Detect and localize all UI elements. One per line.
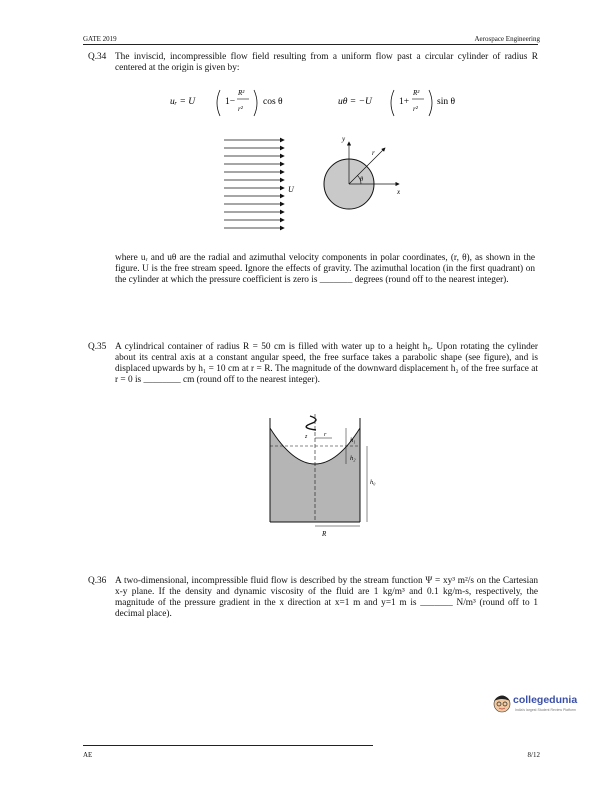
question-35 [88, 342, 538, 386]
radius-label: r [372, 149, 375, 157]
footer-page-number: 8/12 [527, 751, 540, 759]
eq-ut-frac-num: R² [413, 89, 420, 97]
eq-ut-paren-right [429, 90, 432, 116]
question-number: Q.35 [88, 342, 107, 352]
question-number: Q.36 [88, 576, 107, 586]
rotation-arrow [306, 416, 316, 430]
collegedunia-logo [492, 692, 592, 718]
question-text: The inviscid, incompressible flow field resulting from a uniform flow past a circular cylinder of radius R centered at the origin is given by: [115, 52, 538, 73]
logo-tagline: India's largest Student Review Platform [515, 708, 576, 712]
question-text: A two-dimensional, incompressible fluid flow is described by the stream function Ψ = xy³ m²/s on the Cartesian x-y plane. If the density and dynamic viscosity of the fluid are 1 kg/m³ and 0.1 kg/m-s, respectively, the magnitude of the pressure gradient in the x direction at x=1 m and y=1 m is _______ N/m³ (round off to 1 decimal place). [115, 576, 538, 619]
q34-equations [170, 80, 500, 122]
x-axis-label: x [397, 188, 401, 196]
R-label: R [322, 530, 327, 538]
h0-label: h₀ [370, 479, 376, 486]
r-label: r [324, 432, 327, 438]
eq-ur-paren-left [217, 90, 220, 116]
q35-figure [260, 410, 390, 540]
header-rule [83, 44, 538, 45]
q34-paragraph: where uᵣ and uθ are the radial and azimuthal velocity components in polar coordinates, (r, θ), as shown in the figure. U is the free stream speed. Ignore the effects of gravity. The azimuthal location (in the first quadrant) on the cylinder at which the pressure coefficient is zero is _______ degrees (round off to the nearest integer). [115, 253, 535, 285]
q34-figure [218, 128, 418, 238]
question-text: A cylindrical container of radius R = 50 cm is filled with water up to a height h₀. Upon rotating the cylinder about its central axis at a constant angular speed, the free surface takes a parabolic shape (see figure), and is displaced upwards by h₁ = 10 cm at r = R. The magnitude of the downward displacement h₂ of the free surface at r = 0 is ________ cm (round off to the nearest integer). [115, 342, 538, 385]
freestream-label: U [288, 185, 294, 194]
theta-label: θ [360, 176, 364, 183]
svg-text:1+: 1+ [399, 97, 410, 107]
logo-mascot-icon [492, 692, 512, 714]
eq-ur-frac-num: R² [238, 89, 245, 97]
header-subject: Aerospace Engineering [474, 35, 540, 43]
question-34 [88, 52, 538, 74]
footer-rule [83, 745, 373, 746]
eq-ur-frac-den: r² [238, 105, 243, 113]
eq-ur-paren-right [254, 90, 257, 116]
eq-ut-rhs: sin θ [437, 97, 456, 107]
header-exam-name: GATE 2019 [83, 35, 117, 43]
h2-label: h₂ [350, 455, 356, 462]
footer-paper-code: AE [83, 751, 93, 759]
question-number: Q.34 [88, 52, 107, 62]
question-36 [88, 576, 538, 620]
y-axis-label: y [342, 135, 346, 143]
freestream-arrows [224, 140, 284, 228]
eq-ut-lhs: uθ = −U [338, 97, 372, 107]
eq-ur-rhs: cos θ [263, 97, 283, 107]
eq-ur-lhs: uᵣ = U [170, 97, 196, 107]
logo-name: collegedunia [513, 694, 578, 706]
eq-ut-paren-left [391, 90, 394, 116]
svg-text:1−: 1− [225, 97, 236, 107]
z-label: z [305, 434, 308, 440]
eq-ut-frac-den: r² [413, 105, 418, 113]
h1-label: h₁ [350, 437, 356, 444]
